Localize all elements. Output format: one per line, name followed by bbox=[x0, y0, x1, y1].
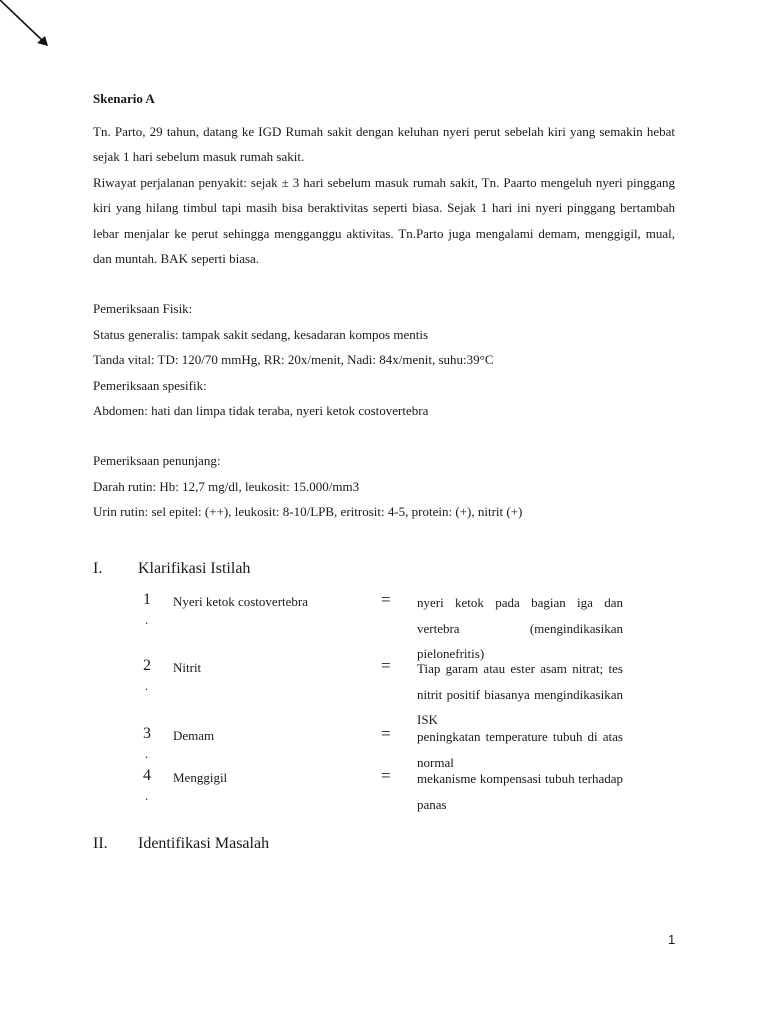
section-heading-2 bbox=[93, 835, 269, 853]
equals-sign: = bbox=[381, 590, 391, 609]
term-name: Demam bbox=[173, 728, 215, 743]
term-definition: nyeri ketok pada bagian iga dan vertebra (mengindikasikan pielonefritis) bbox=[417, 595, 623, 661]
term-number-dot: . bbox=[145, 746, 149, 761]
term-row bbox=[138, 590, 628, 660]
term-definition: peningkatan temperature tubuh di atas normal bbox=[417, 729, 623, 770]
term-name: Nyeri ketok costovertebra bbox=[173, 594, 309, 609]
term-number: 4 bbox=[143, 767, 151, 784]
urine-test: Urin rutin: sel epitel: (++), leukosit: 8-10/LPB, eritrosit: 4-5, protein: (+), nitrit (+) bbox=[93, 504, 523, 520]
section-number: II. bbox=[93, 835, 108, 852]
term-number: 2 bbox=[143, 657, 151, 674]
term-row bbox=[138, 656, 628, 726]
abdomen-exam: Abdomen: hati dan limpa tidak teraba, nyeri ketok costovertebra bbox=[93, 403, 429, 419]
scenario-title: Skenario A bbox=[93, 91, 155, 106]
term-name: Menggigil bbox=[173, 770, 228, 785]
history-paragraph: Riwayat perjalanan penyakit: sejak ± 3 hari sebelum masuk rumah sakit, Tn. Paarto mengeluh nyeri pinggang kiri yang hilang timbul tapi masih bisa beraktivitas seperti biasa. Sejak 1 hari ini nyeri pinggang bertambah lebar menjalar ke perut sehingga mengganggu aktivitas. Tn.Parto juga mengalami demam, menggigil, mual, dan muntah. BAK seperti biasa. bbox=[93, 174, 675, 267]
term-number-dot: . bbox=[145, 678, 149, 693]
equals-sign: = bbox=[381, 656, 391, 675]
specific-exam-heading: Pemeriksaan spesifik: bbox=[93, 377, 207, 393]
page-number: 1 bbox=[668, 932, 676, 947]
term-row bbox=[138, 766, 628, 811]
corner-arrow-icon bbox=[0, 0, 60, 60]
term-definition: mekanisme kompensasi tubuh terhadap panas bbox=[417, 771, 623, 812]
term-number-dot: . bbox=[145, 788, 149, 803]
section-title: Identifikasi Masalah bbox=[138, 835, 270, 852]
vital-signs: Tanda vital: TD: 120/70 mmHg, RR: 20x/menit, Nadi: 84x/menit, suhu:39°C bbox=[93, 352, 494, 368]
section-number: I. bbox=[93, 560, 103, 577]
section-title: Klarifikasi Istilah bbox=[138, 560, 251, 577]
section-heading-1 bbox=[93, 560, 250, 578]
document-body bbox=[93, 86, 675, 525]
supporting-exam-heading: Pemeriksaan penunjang: bbox=[93, 453, 221, 469]
term-number: 3 bbox=[143, 725, 151, 742]
term-number-dot: . bbox=[145, 612, 149, 627]
equals-sign: = bbox=[381, 766, 391, 785]
blood-test: Darah rutin: Hb: 12,7 mg/dl, leukosit: 15.000/mm3 bbox=[93, 478, 360, 494]
term-definition: Tiap garam atau ester asam nitrat; tes nitrit positif biasanya mengindikasikan ISK bbox=[417, 661, 623, 727]
term-name: Nitrit bbox=[173, 660, 202, 675]
physical-exam-heading: Pemeriksaan Fisik: bbox=[93, 301, 193, 317]
general-status: Status generalis: tampak sakit sedang, kesadaran kompos mentis bbox=[93, 326, 429, 342]
term-row bbox=[138, 724, 628, 769]
term-number: 1 bbox=[143, 591, 151, 608]
equals-sign: = bbox=[381, 724, 391, 743]
intro-paragraph: Tn. Parto, 29 tahun, datang ke IGD Rumah sakit dengan keluhan nyeri perut sebelah kiri yang semakin hebat sejak 1 hari sebelum masuk rumah sakit. bbox=[93, 124, 675, 165]
